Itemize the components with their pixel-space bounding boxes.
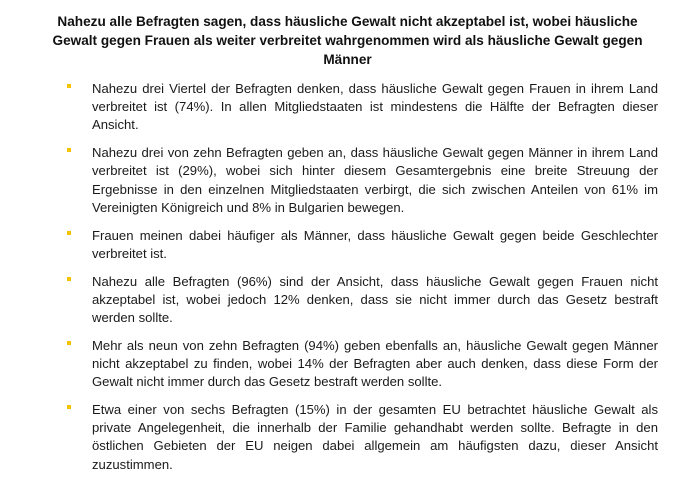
square-bullet-icon: [67, 341, 71, 345]
square-bullet-icon: [67, 148, 71, 152]
square-bullet-icon: [67, 405, 71, 409]
square-bullet-icon: [67, 277, 71, 281]
list-item: [66, 227, 658, 263]
key-findings-list: [66, 80, 658, 483]
list-item: [66, 273, 658, 328]
document-title: Nahezu alle Befragten sagen, dass häusliche Gewalt nicht akzeptabel ist, wobei häusliche Gewalt gegen Frauen als weiter verbreitet wahrgenommen wird als häusliche Gewalt gegen Männer: [52, 14, 643, 67]
list-item-text: Nahezu drei von zehn Befragten geben an, dass häusliche Gewalt gegen Männer in ihrem Land verbreitet ist (29%), wobei sich hinter diesem Gesamtergebnis eine breite Streuung der Ergebnisse in den einzelnen Mitgliedstaaten verbirgt, die sich zwischen Anteilen von 61% im Vereinigten Königreich und 8% in Bulgarien bewegen.: [92, 145, 658, 215]
list-item: [66, 401, 658, 474]
list-item-text: Nahezu alle Befragten (96%) sind der Ansicht, dass häusliche Gewalt gegen Frauen nicht akzeptabel ist, wobei jedoch 12% denken, dass sie nicht immer durch das Gesetz bestraft werden sollte.: [92, 273, 658, 326]
list-item: [66, 144, 658, 217]
list-item-text: Frauen meinen dabei häufiger als Männer, dass häusliche Gewalt gegen beide Geschlechter verbreitet ist.: [92, 227, 658, 261]
square-bullet-icon: [67, 84, 71, 88]
list-item: [66, 337, 658, 392]
list-item-text: Mehr als neun von zehn Befragten (94%) geben ebenfalls an, häusliche Gewalt gegen Männer nicht akzeptabel zu finden, wobei 14% der Befragten aber auch denken, dass diese Form der Gewalt nicht immer durch das Gesetz bestraft werden sollte.: [92, 337, 658, 390]
list-item-text: Nahezu drei Viertel der Befragten denken, dass häusliche Gewalt gegen Frauen in ihrem Land verbreitet ist (74%). In allen Mitgliedstaaten ist mindestens die Hälfte der Befragten dieser Ansicht.: [92, 81, 658, 133]
list-item-text: Etwa einer von sechs Befragten (15%) in der gesamten EU betrachtet häusliche Gewalt als private Angelegenheit, die innerhalb der Familie gehandhabt werden sollte. Befragte in den östlichen Gebieten der EU neigen dabei allgemein am häufigsten dazu, dieser Ansicht zuzustimmen.: [92, 402, 658, 472]
square-bullet-icon: [67, 231, 71, 235]
list-item: [66, 80, 658, 135]
